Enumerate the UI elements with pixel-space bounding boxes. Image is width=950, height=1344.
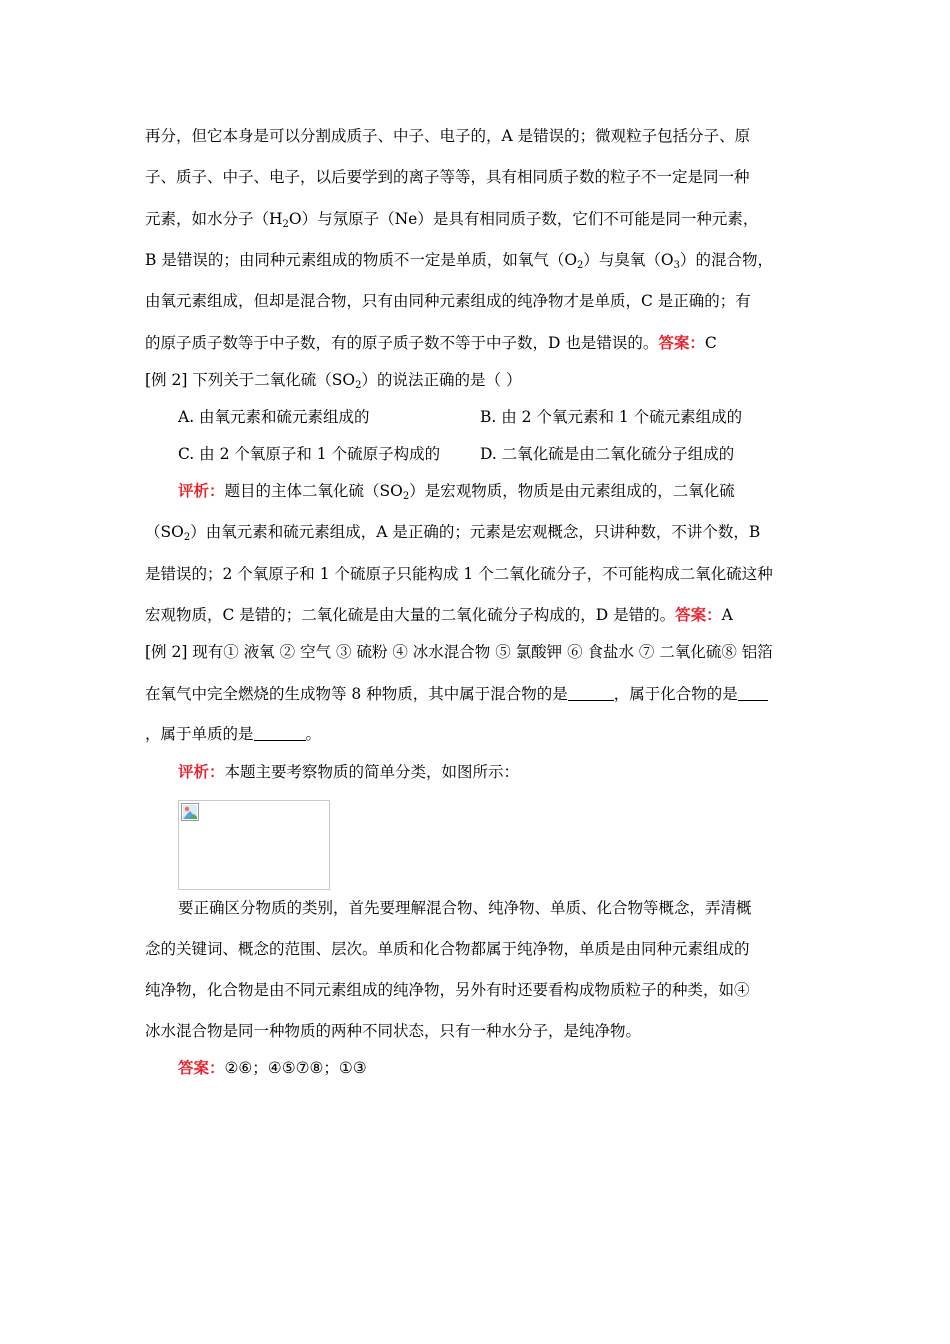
blank-elements bbox=[254, 726, 306, 741]
option-c: C. 由 2 个氧原子和 1 个硫原子构成的 bbox=[178, 445, 441, 463]
question-stem: [例 2] 下列关于二氧化硫$(SO_2)$的说法正确的是（ ） bbox=[145, 371, 522, 391]
text-line: 在氧气中完全燃烧的生成物等 8 种物质，其中属于混合物的是 ，属于化合物的是 bbox=[145, 684, 768, 704]
text-line: ，属于单质的是 。 bbox=[145, 725, 322, 743]
text-line: B 是错误的；由同种元素组成的物质不一定是单质，如氧气$(O_2)$与臭氧$(O_3)$的混合物， bbox=[145, 251, 774, 271]
text-line: 元素，如水分子$(H_2O)$与氖原子（Ne）是具有相同质子数，它们不可能是同一种元素， bbox=[145, 210, 759, 230]
text-line: 念的关键词、概念的范围、层次。单质和化合物都属于纯净物，单质是由同种元素组成的 bbox=[145, 940, 750, 958]
text-line: 宏观物质，C 是错的；二氧化硫是由大量的二氧化硫分子构成的，D 是错的。答案：A bbox=[145, 606, 733, 624]
option-a: A. 由氧元素和硫元素组成的 bbox=[178, 408, 370, 426]
text-line: 冰水混合物是同一种物质的两种不同状态，只有一种水分子，是纯净物。 bbox=[145, 1022, 642, 1040]
option-b: B. 由 2 个氧元素和 1 个硫元素组成的 bbox=[480, 408, 743, 426]
answer-label: 答案： bbox=[178, 1059, 225, 1077]
analysis-label: 评析： bbox=[178, 482, 225, 500]
broken-image-icon bbox=[181, 803, 199, 821]
answer-label: 答案： bbox=[675, 606, 722, 624]
answer-label: 答案： bbox=[658, 334, 705, 352]
blank-mixtures bbox=[568, 686, 614, 701]
analysis-line: 评析：题目的主体二氧化硫$(SO_2)$是宏观物质，物质是由元素组成的，二氧化硫 bbox=[178, 482, 735, 502]
option-row bbox=[178, 444, 735, 464]
text-line: 子、质子、中子、电子，以后要学到的离子等等，具有相同质子数的粒子不一定是同一种 bbox=[145, 168, 750, 186]
answer-line: 答案：②⑥；④⑤⑦⑧；①③ bbox=[178, 1059, 367, 1077]
text-line: 的原子质子数等于中子数，有的原子质子数不等于中子数，D 也是错误的。答案：C bbox=[145, 334, 717, 352]
option-row bbox=[178, 407, 743, 427]
text-line: 是错误的；2 个氧原子和 1 个硫原子只能构成 1 个二氧化硫分子，不可能构成二氧化硫这种 bbox=[145, 565, 773, 583]
text-line: 要正确区分物质的类别，首先要理解混合物、纯净物、单质、化合物等概念，弄清概 bbox=[178, 899, 752, 917]
analysis-label: 评析： bbox=[178, 763, 225, 781]
text-line: $(SO_2)$由氧元素和硫元素组成，A 是正确的；元素是宏观概念，只讲种数，不讲个数，B bbox=[145, 523, 761, 543]
text-line: 再分，但它本身是可以分割成质子、中子、电子的，A 是错误的；微观粒子包括分子、原 bbox=[145, 127, 751, 145]
broken-image-placeholder bbox=[178, 800, 330, 890]
text-line: 由氧元素组成，但却是混合物，只有由同种元素组成的纯净物才是单质，C 是正确的；有 bbox=[145, 292, 751, 310]
question-stem: [例 2] 现有① 液氧 ② 空气 ③ 硫粉 ④ 冰水混合物 ⑤ 氯酸钾 ⑥ 食盐水 ⑦ 二氧化硫⑧ 铝箔 bbox=[145, 643, 773, 661]
analysis-line: 评析：本题主要考察物质的简单分类，如图所示： bbox=[178, 763, 520, 781]
blank-compounds bbox=[738, 686, 768, 701]
text-line: 纯净物，化合物是由不同元素组成的纯净物，另外有时还要看构成物质粒子的种类，如④ bbox=[145, 981, 750, 999]
option-d: D. 二氧化硫是由二氧化硫分子组成的 bbox=[480, 445, 735, 463]
